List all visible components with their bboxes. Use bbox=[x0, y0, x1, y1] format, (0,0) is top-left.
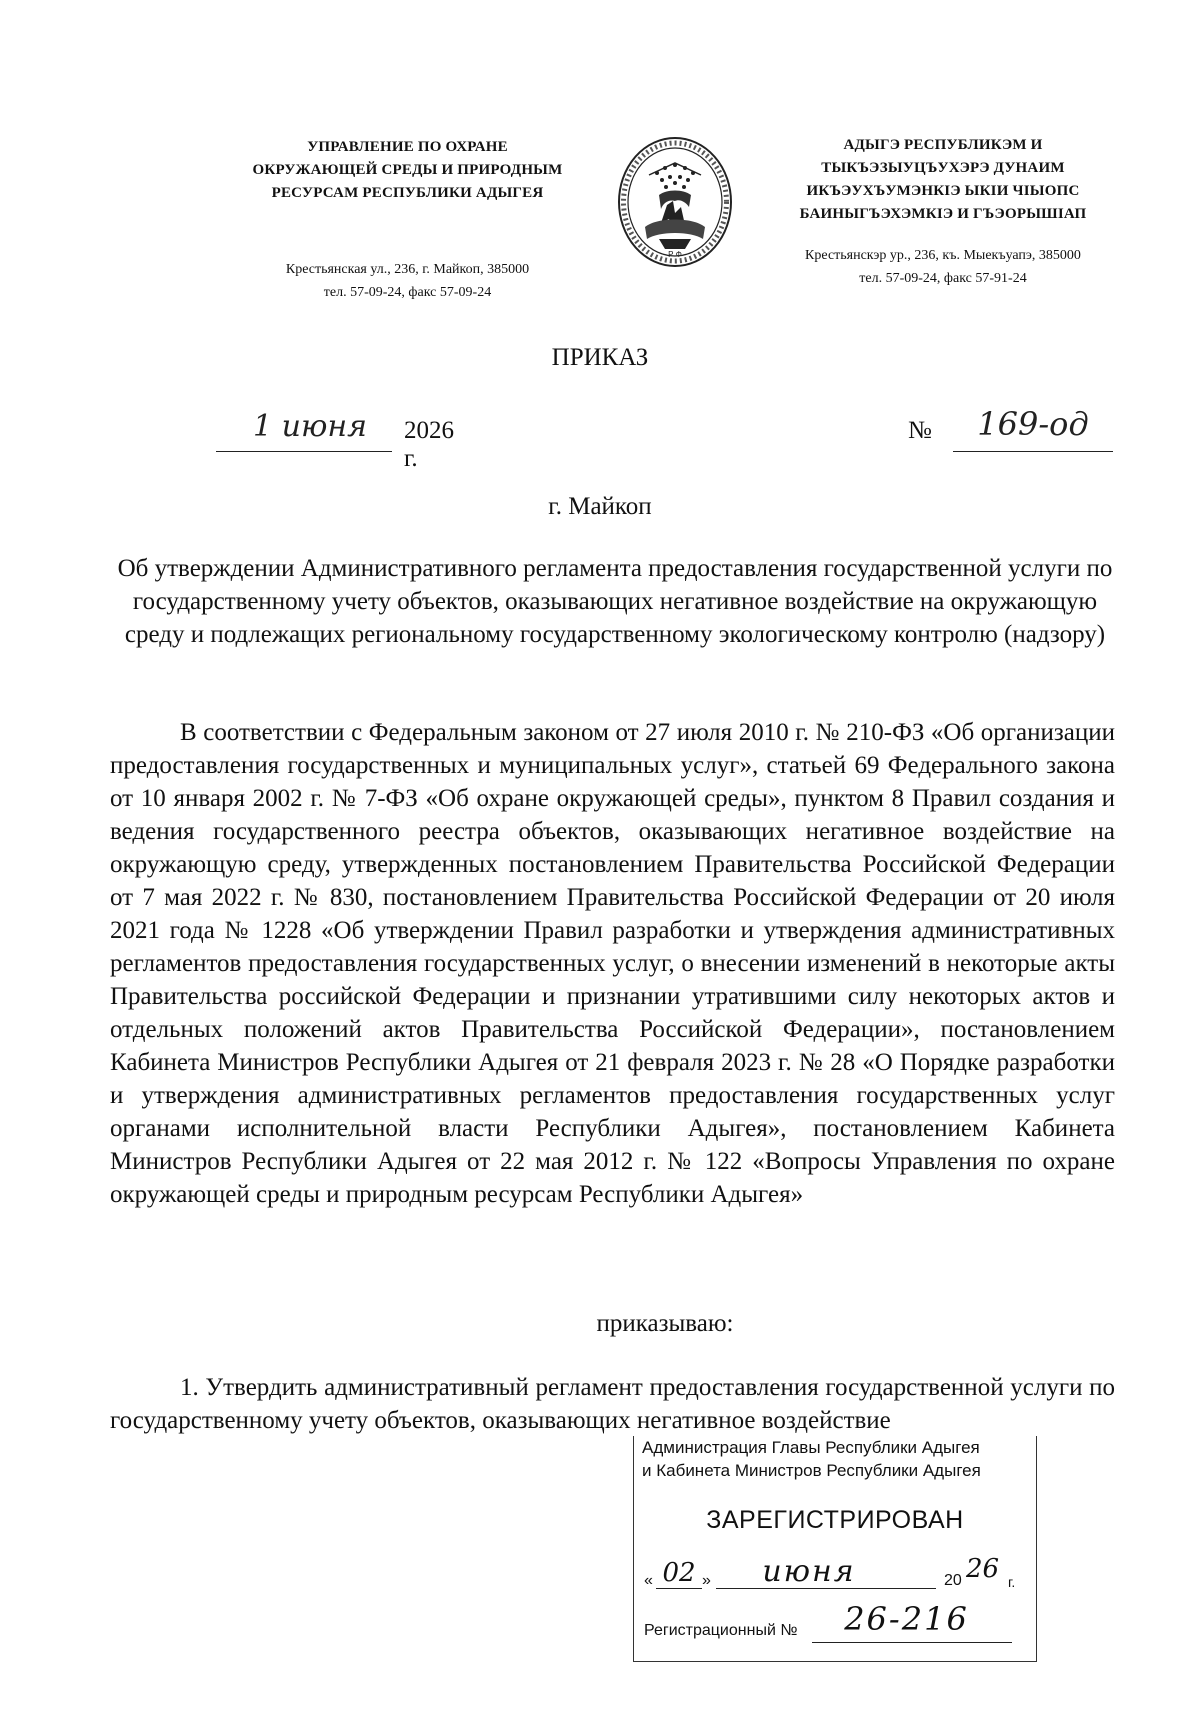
right-org-line: ТЫКЪЭЗЫУЦЪУХЭРЭ ДУНАИМ bbox=[821, 160, 1065, 176]
left-organization-name bbox=[225, 136, 590, 205]
left-org-line: УПРАВЛЕНИЕ ПО ОХРАНЕ bbox=[307, 139, 508, 155]
stamp-century: 20 bbox=[944, 1572, 962, 1589]
stamp-year: 26 bbox=[966, 1554, 1000, 1584]
right-organization-contacts bbox=[768, 244, 1118, 290]
left-phone: тел. 57-09-24, факс 57-09-24 bbox=[323, 285, 492, 300]
number-sign: № bbox=[908, 417, 932, 444]
quote-close: » bbox=[702, 1572, 711, 1589]
right-address: Крестьянскэр ур., 236, къ. Мыекъуапэ, 385000 bbox=[805, 248, 1081, 263]
month-underline bbox=[716, 1588, 936, 1589]
preamble-paragraph: В соответствии с Федеральным законом от 27 июля 2010 г. № 210-ФЗ «Об организации предоставления государственных и муниципальных услуг», статьей 69 Федерального закона от 10 января 2002 г. № 7-ФЗ «Об охране окружающей среды», пунктом 8 Правил создания и ведения государственного реестра объектов, оказывающих негативное воздействие на окружающую среду, утвержденных постановлением Правительства Российской Федерации от 7 мая 2022 г. № 830, постановлением Правительства Российской Федерации от 20 июля 2021 года № 1228 «Об утверждении Правил разработки и утверждения административных регламентов предоставления государственных услуг, о внесении изменений в некоторые акты Правительства российской Федерации и признании утратившими силу некоторых актов и отдельных положений актов Правительства Российской Федерации», постановлением Кабинета Министров Республики Адыгея от 21 февраля 2023 г. № 28 «О Порядке разработки и утверждения административных регламентов предоставления государственных услуг органами исполнительной власти Республики Адыгея», постановлением Кабинета Министров Республики Адыгея от 22 мая 2012 г. № 122 «Вопросы Управления по охране окружающей среды и природным ресурсам Республики Адыгея» bbox=[110, 719, 1115, 1208]
left-address: Крестьянская ул., 236, г. Майкоп, 385000 bbox=[285, 262, 530, 277]
handwritten-number: 169-од bbox=[977, 405, 1089, 443]
right-org-line: БАИНЫГЪЭХЭМКIЭ И ГЪЭОРЫШIАП bbox=[799, 206, 1087, 222]
right-org-line: АДЫГЭ РЕСПУБЛИКЭМ И bbox=[843, 137, 1043, 153]
registration-stamp bbox=[633, 1436, 1037, 1662]
right-phone: тел. 57-09-24, факс 57-91-24 bbox=[859, 271, 1027, 286]
stamp-authority-line-1: Администрация Главы Республики Адыгея bbox=[642, 1438, 980, 1457]
registration-number: 26-216 bbox=[844, 1600, 969, 1638]
right-organization-name bbox=[768, 134, 1118, 226]
number-underline bbox=[953, 451, 1113, 452]
document-kind: ПРИКАЗ bbox=[551, 344, 649, 371]
left-org-line: ОКРУЖАЮЩЕЙ СРЕДЫ И ПРИРОДНЫМ bbox=[252, 162, 563, 178]
republic-of-adygea-coat-of-arms-icon bbox=[615, 135, 735, 270]
handwritten-date: 1 июня bbox=[253, 409, 367, 444]
day-underline bbox=[656, 1588, 702, 1589]
stamp-year-suffix: г. bbox=[1008, 1574, 1016, 1590]
svg-text:Р Ф: Р Ф bbox=[668, 250, 682, 259]
city: г. Майкоп bbox=[548, 493, 652, 520]
stamp-authority-line-2: и Кабинета Министров Республики Адыгея bbox=[642, 1461, 981, 1480]
registration-label: Регистрационный № bbox=[644, 1622, 798, 1639]
order-date bbox=[216, 405, 466, 472]
stamp-date bbox=[644, 1554, 1024, 1600]
date-underline bbox=[216, 451, 392, 452]
stamp-title: ЗАРЕГИСТРИРОВАН bbox=[706, 1506, 964, 1534]
stamp-month: июня bbox=[762, 1554, 856, 1589]
order-number bbox=[908, 405, 1118, 465]
stamp-day: 02 bbox=[662, 1558, 696, 1588]
left-org-line: РЕСУРСАМ РЕСПУБЛИКИ АДЫГЕЯ bbox=[271, 185, 544, 201]
order-item-1: 1. Утвердить административный регламент предоставления государственной услуги по государственному учету объектов, оказывающих негативное воздействие bbox=[110, 1374, 1115, 1434]
registration-underline bbox=[812, 1642, 1012, 1643]
quote-open: « bbox=[644, 1572, 653, 1589]
order-year: 2026 г. bbox=[404, 417, 454, 472]
left-organization-contacts bbox=[225, 258, 590, 304]
order-subject: Об утверждении Административного регламента предоставления государственной услуги по государственному учету объектов, оказывающих негативное воздействие на окружающую среду и подлежащих региональному государственному экологическому контролю (надзору) bbox=[117, 555, 1113, 648]
right-org-line: ИКЪЭУХЪУМЭНКIЭ ЫКIИ ЧIЫОПС bbox=[806, 183, 1080, 199]
order-word: приказываю: bbox=[596, 1310, 734, 1337]
